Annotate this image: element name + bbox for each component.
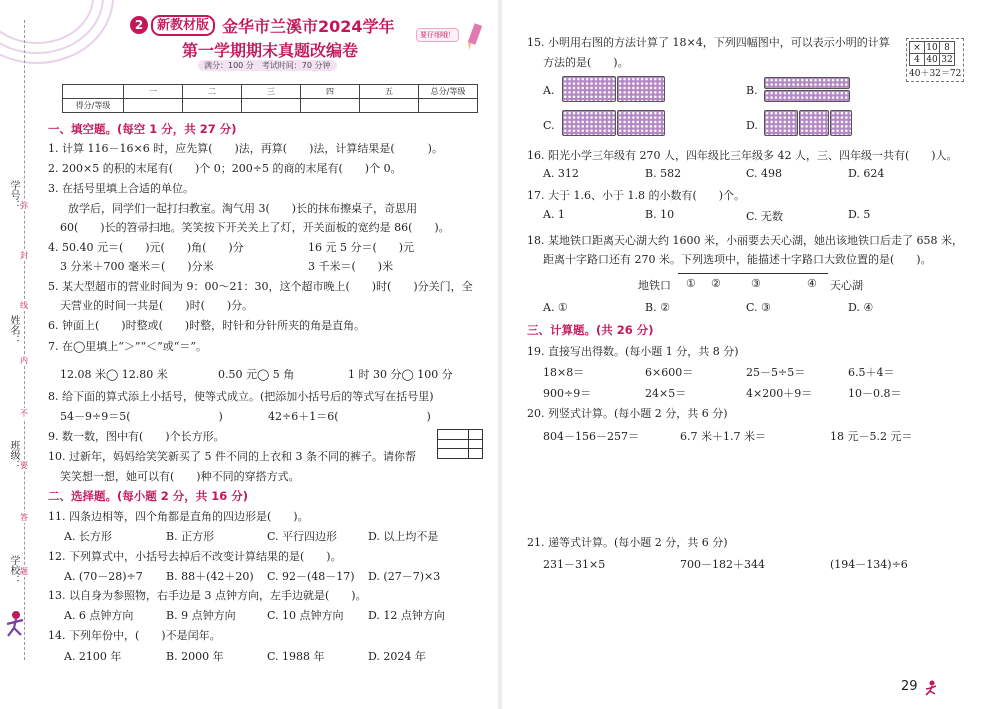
number-line xyxy=(678,273,828,274)
runner-mascot xyxy=(4,610,26,640)
dot-array xyxy=(764,77,850,89)
q4c: 3 分米＋700 毫米＝( )分米 xyxy=(60,260,214,273)
page-fold xyxy=(497,0,503,709)
line-mark: ③ xyxy=(751,277,761,290)
q14: 14. 下列年份中，( )不是闰年。 xyxy=(48,629,221,642)
q11-option: A. 长方形 xyxy=(64,530,112,543)
dot-array xyxy=(830,110,852,136)
score-header: 三 xyxy=(242,85,301,99)
q7: 7. 在◯里填上“＞”“＜”或“＝”。 xyxy=(48,340,208,353)
q21: 21. 递等式计算。(每小题 2 分，共 6 分) xyxy=(527,536,728,549)
q9: 9. 数一数，图中有( )个长方形。 xyxy=(48,430,225,443)
title-sub: 满分：100 分 考试时间：70 分钟 xyxy=(198,60,337,71)
score-corner xyxy=(63,85,124,99)
q14-option: B. 2000 年 xyxy=(166,650,224,663)
q19-item: 900÷9＝ xyxy=(543,387,592,400)
dot-array xyxy=(799,110,829,136)
q20-item: 18 元－5.2 元＝ xyxy=(830,430,913,443)
badge-text: 新教材版 xyxy=(151,15,215,36)
q2: 2. 200×5 的积的末尾有( )个 0；200÷5 的商的末尾有( )个 0。 xyxy=(48,162,402,175)
q12-option: D. (27－7)×3 xyxy=(368,570,441,583)
score-cell[interactable] xyxy=(242,99,301,113)
q3: 3. 在括号里填上合适的单位。 xyxy=(48,182,194,195)
q19-item: 25－5÷5＝ xyxy=(746,366,806,379)
q13: 13. 以自身为参照物，右手边是 3 点钟方向，左手边就是( )。 xyxy=(48,589,367,602)
q12-option: C. 92－(48－17) xyxy=(267,570,355,583)
q11: 11. 四条边相等，四个角都是直角的四边形是( )。 xyxy=(48,510,309,523)
q4d: 3 千米＝( )米 xyxy=(308,260,394,273)
q8a: 54－9÷9＝5( ) xyxy=(60,410,223,423)
seal-char: 封 xyxy=(20,251,28,260)
q20: 20. 列竖式计算。(每小题 2 分，共 6 分) xyxy=(527,407,728,420)
dot-array xyxy=(617,76,665,102)
q5b: 天营业的时间一共是( )时( )分。 xyxy=(60,299,254,312)
q7b: 0.50 元◯ 5 角 xyxy=(218,368,295,381)
q19: 19. 直接写出得数。(每小题 1 分，共 8 分) xyxy=(527,345,739,358)
q4a: 4. 50.40 元＝( )元( )角( )分 xyxy=(48,241,244,254)
q21-item: 231－31×5 xyxy=(543,558,606,571)
score-cell[interactable] xyxy=(419,99,478,113)
q10b: 笑笑想一想，她可以有( )种不同的穿搭方式。 xyxy=(60,470,300,483)
rectangle-figure xyxy=(437,429,483,459)
q10a: 10. 过新年，妈妈给笑笑新买了 5 件不同的上衣和 3 条不同的裤子。请你帮 xyxy=(48,450,416,463)
q19-item: 24×5＝ xyxy=(645,387,687,400)
fig-cell: 32 xyxy=(941,54,953,65)
q17-option: D. 5 xyxy=(848,208,871,221)
page-number: 29 xyxy=(901,679,918,694)
student-id-label: 学号： xyxy=(8,180,19,210)
fig-sum: 40＋32＝72 xyxy=(909,69,962,79)
q13-option: A. 6 点钟方向 xyxy=(64,609,134,622)
q13-option: B. 9 点钟方向 xyxy=(166,609,236,622)
q20-item: 6.7 米＋1.7 米＝ xyxy=(680,430,766,443)
q11-option: D. 以上均不是 xyxy=(368,530,439,543)
seal-char: 要 xyxy=(20,461,28,470)
section3-heading: 三、计算题。(共 26 分) xyxy=(527,323,654,337)
q16-option: C. 498 xyxy=(746,167,783,180)
q19-item: 10－0.8＝ xyxy=(848,387,902,400)
class-label: 班级： xyxy=(8,440,19,470)
score-header: 总分/等级 xyxy=(419,85,478,99)
q8: 8. 给下面的算式添上小括号，使等式成立。(把添加小括号后的等式写在括号里) xyxy=(48,390,434,403)
q19-item: 18×8＝ xyxy=(543,366,585,379)
q1: 1. 计算 116－16×6 时，应先算( )法，再算( )法，计算结果是( )。 xyxy=(48,142,443,155)
q20-item: 804－156－257＝ xyxy=(543,430,639,443)
seal-char: 不 xyxy=(20,409,28,418)
q18-option: B. ② xyxy=(645,301,670,314)
line-mark: ① xyxy=(686,277,696,290)
score-row-label: 得分/等级 xyxy=(63,99,124,113)
score-table xyxy=(62,84,478,113)
section2-heading: 二、选择题。(每小题 2 分，共 16 分) xyxy=(48,489,249,503)
score-cell[interactable] xyxy=(301,99,360,113)
q14-option: C. 1988 年 xyxy=(267,650,325,663)
q7c: 1 时 30 分◯ 100 分 xyxy=(348,368,453,381)
seal-char: 题 xyxy=(20,567,28,576)
q19-item: 4×200＋9＝ xyxy=(746,387,813,400)
q18a: 18. 某地铁口距离天心湖大约 1600 米，小丽要去天心湖，她出该地铁口后走了 658 米， xyxy=(527,234,963,247)
section1-heading: 一、填空题。(每空 1 分，共 27 分) xyxy=(48,122,237,136)
q15-method-figure xyxy=(906,38,964,82)
q15-option-b: B. xyxy=(746,84,758,97)
q12: 12. 下列算式中，小括号去掉后不改变计算结果的是( )。 xyxy=(48,550,342,563)
fig-cell: 8 xyxy=(940,42,955,54)
line-start-label: 地铁口 xyxy=(638,279,671,292)
seal-char: 答 xyxy=(20,513,28,522)
fig-cell: 10 xyxy=(926,42,938,53)
q15-option-d: D. xyxy=(746,119,758,132)
line-mark: ② xyxy=(711,277,721,290)
seal-line xyxy=(24,20,25,660)
line-mark: ④ xyxy=(807,277,817,290)
runner-icon xyxy=(924,680,938,696)
q19-item: 6.5＋4＝ xyxy=(848,366,895,379)
dot-array xyxy=(617,110,665,136)
q13-option: C. 10 点钟方向 xyxy=(267,609,344,622)
q6: 6. 钟面上( )时整或( )时整，时针和分针所夹的角是直角。 xyxy=(48,319,366,332)
score-header: 四 xyxy=(301,85,360,99)
q15-option-c: C. xyxy=(543,119,555,132)
q14-option: D. 2024 年 xyxy=(368,650,426,663)
score-header: 二 xyxy=(183,85,242,99)
q15-option-a: A. xyxy=(543,84,555,97)
q16-option: B. 582 xyxy=(645,167,682,180)
dot-array xyxy=(562,76,616,102)
q19-item: 6×600＝ xyxy=(645,366,694,379)
q15b: 方法的是( )。 xyxy=(543,56,629,69)
line-end-label: 天心湖 xyxy=(830,279,863,292)
score-header: 一 xyxy=(124,85,183,99)
school-label: 学校： xyxy=(8,555,19,585)
q16-option: D. 624 xyxy=(848,167,885,180)
fig-cell: × xyxy=(910,42,925,54)
score-cell[interactable] xyxy=(183,99,242,113)
q15a: 15. 小明用右图的方法计算了 18×4，下列四幅图中，可以表示小明的计算 xyxy=(527,36,890,49)
q14-option: A. 2100 年 xyxy=(64,650,122,663)
q17-option: B. 10 xyxy=(645,208,675,221)
seal-char: 线 xyxy=(20,301,28,310)
q16-option: A. 312 xyxy=(543,167,579,180)
q17: 17. 大于 1.6、小于 1.8 的小数有( )个。 xyxy=(527,189,746,202)
pencil-icon xyxy=(466,22,484,52)
badge-number: 2 xyxy=(130,16,148,34)
q11-option: B. 正方形 xyxy=(166,530,215,543)
q17-option: C. 无数 xyxy=(746,210,784,223)
seal-char: 内 xyxy=(20,356,28,365)
q5a: 5. 某大型超市的营业时间为 9：00～21：30，这个超市晚上( )时( )分关门，全 xyxy=(48,280,473,293)
q8b: 42÷6＋1＝6( ) xyxy=(268,410,431,423)
title-line1: 金华市兰溪市2024学年 xyxy=(222,17,395,36)
sticker: 要仔细哦！ xyxy=(416,28,459,42)
q17-option: A. 1 xyxy=(543,208,565,221)
q18b: 距离十字路口还有 270 米。下列选项中，能描述十字路口大致位置的是( )。 xyxy=(543,253,932,266)
q21-item: 700－182＋344 xyxy=(680,558,765,571)
q12-option: B. 88＋(42＋20) xyxy=(166,570,254,583)
q18-option: D. ④ xyxy=(848,301,874,314)
q4b: 16 元 5 分＝( )元 xyxy=(308,241,415,254)
q18-option: A. ① xyxy=(543,301,568,314)
q13-option: D. 12 点钟方向 xyxy=(368,609,445,622)
fig-cell: 4 xyxy=(910,54,925,66)
name-label: 姓名： xyxy=(8,315,19,345)
seal-char: 弥 xyxy=(20,201,28,210)
title-line2: 第一学期期末真题改编卷 xyxy=(182,41,359,60)
q21-item: (194－134)÷6 xyxy=(830,558,908,571)
dot-array xyxy=(764,90,850,102)
q12-option: A. (70－28)÷7 xyxy=(64,570,143,583)
score-header: 五 xyxy=(360,85,419,99)
q3-text-b: 60( )长的笤帚扫地。笑笑按下开关关上了灯，开关面板的宽约是 86( )。 xyxy=(60,221,450,234)
q3-text-a: 放学后，同学们一起打扫教室。淘气用 3( )长的抹布擦桌子，奇思用 xyxy=(68,202,418,215)
score-cell[interactable] xyxy=(124,99,183,113)
q7a: 12.08 米◯ 12.80 米 xyxy=(60,368,168,381)
score-cell[interactable] xyxy=(360,99,419,113)
q16: 16. 阳光小学三年级有 270 人，四年级比三年级多 42 人，三、四年级一共有( )人。 xyxy=(527,149,958,162)
q18-option: C. ③ xyxy=(746,301,771,314)
dot-array xyxy=(562,110,616,136)
fig-cell: 40 xyxy=(926,54,938,65)
q11-option: C. 平行四边形 xyxy=(267,530,338,543)
dot-array xyxy=(764,110,798,136)
